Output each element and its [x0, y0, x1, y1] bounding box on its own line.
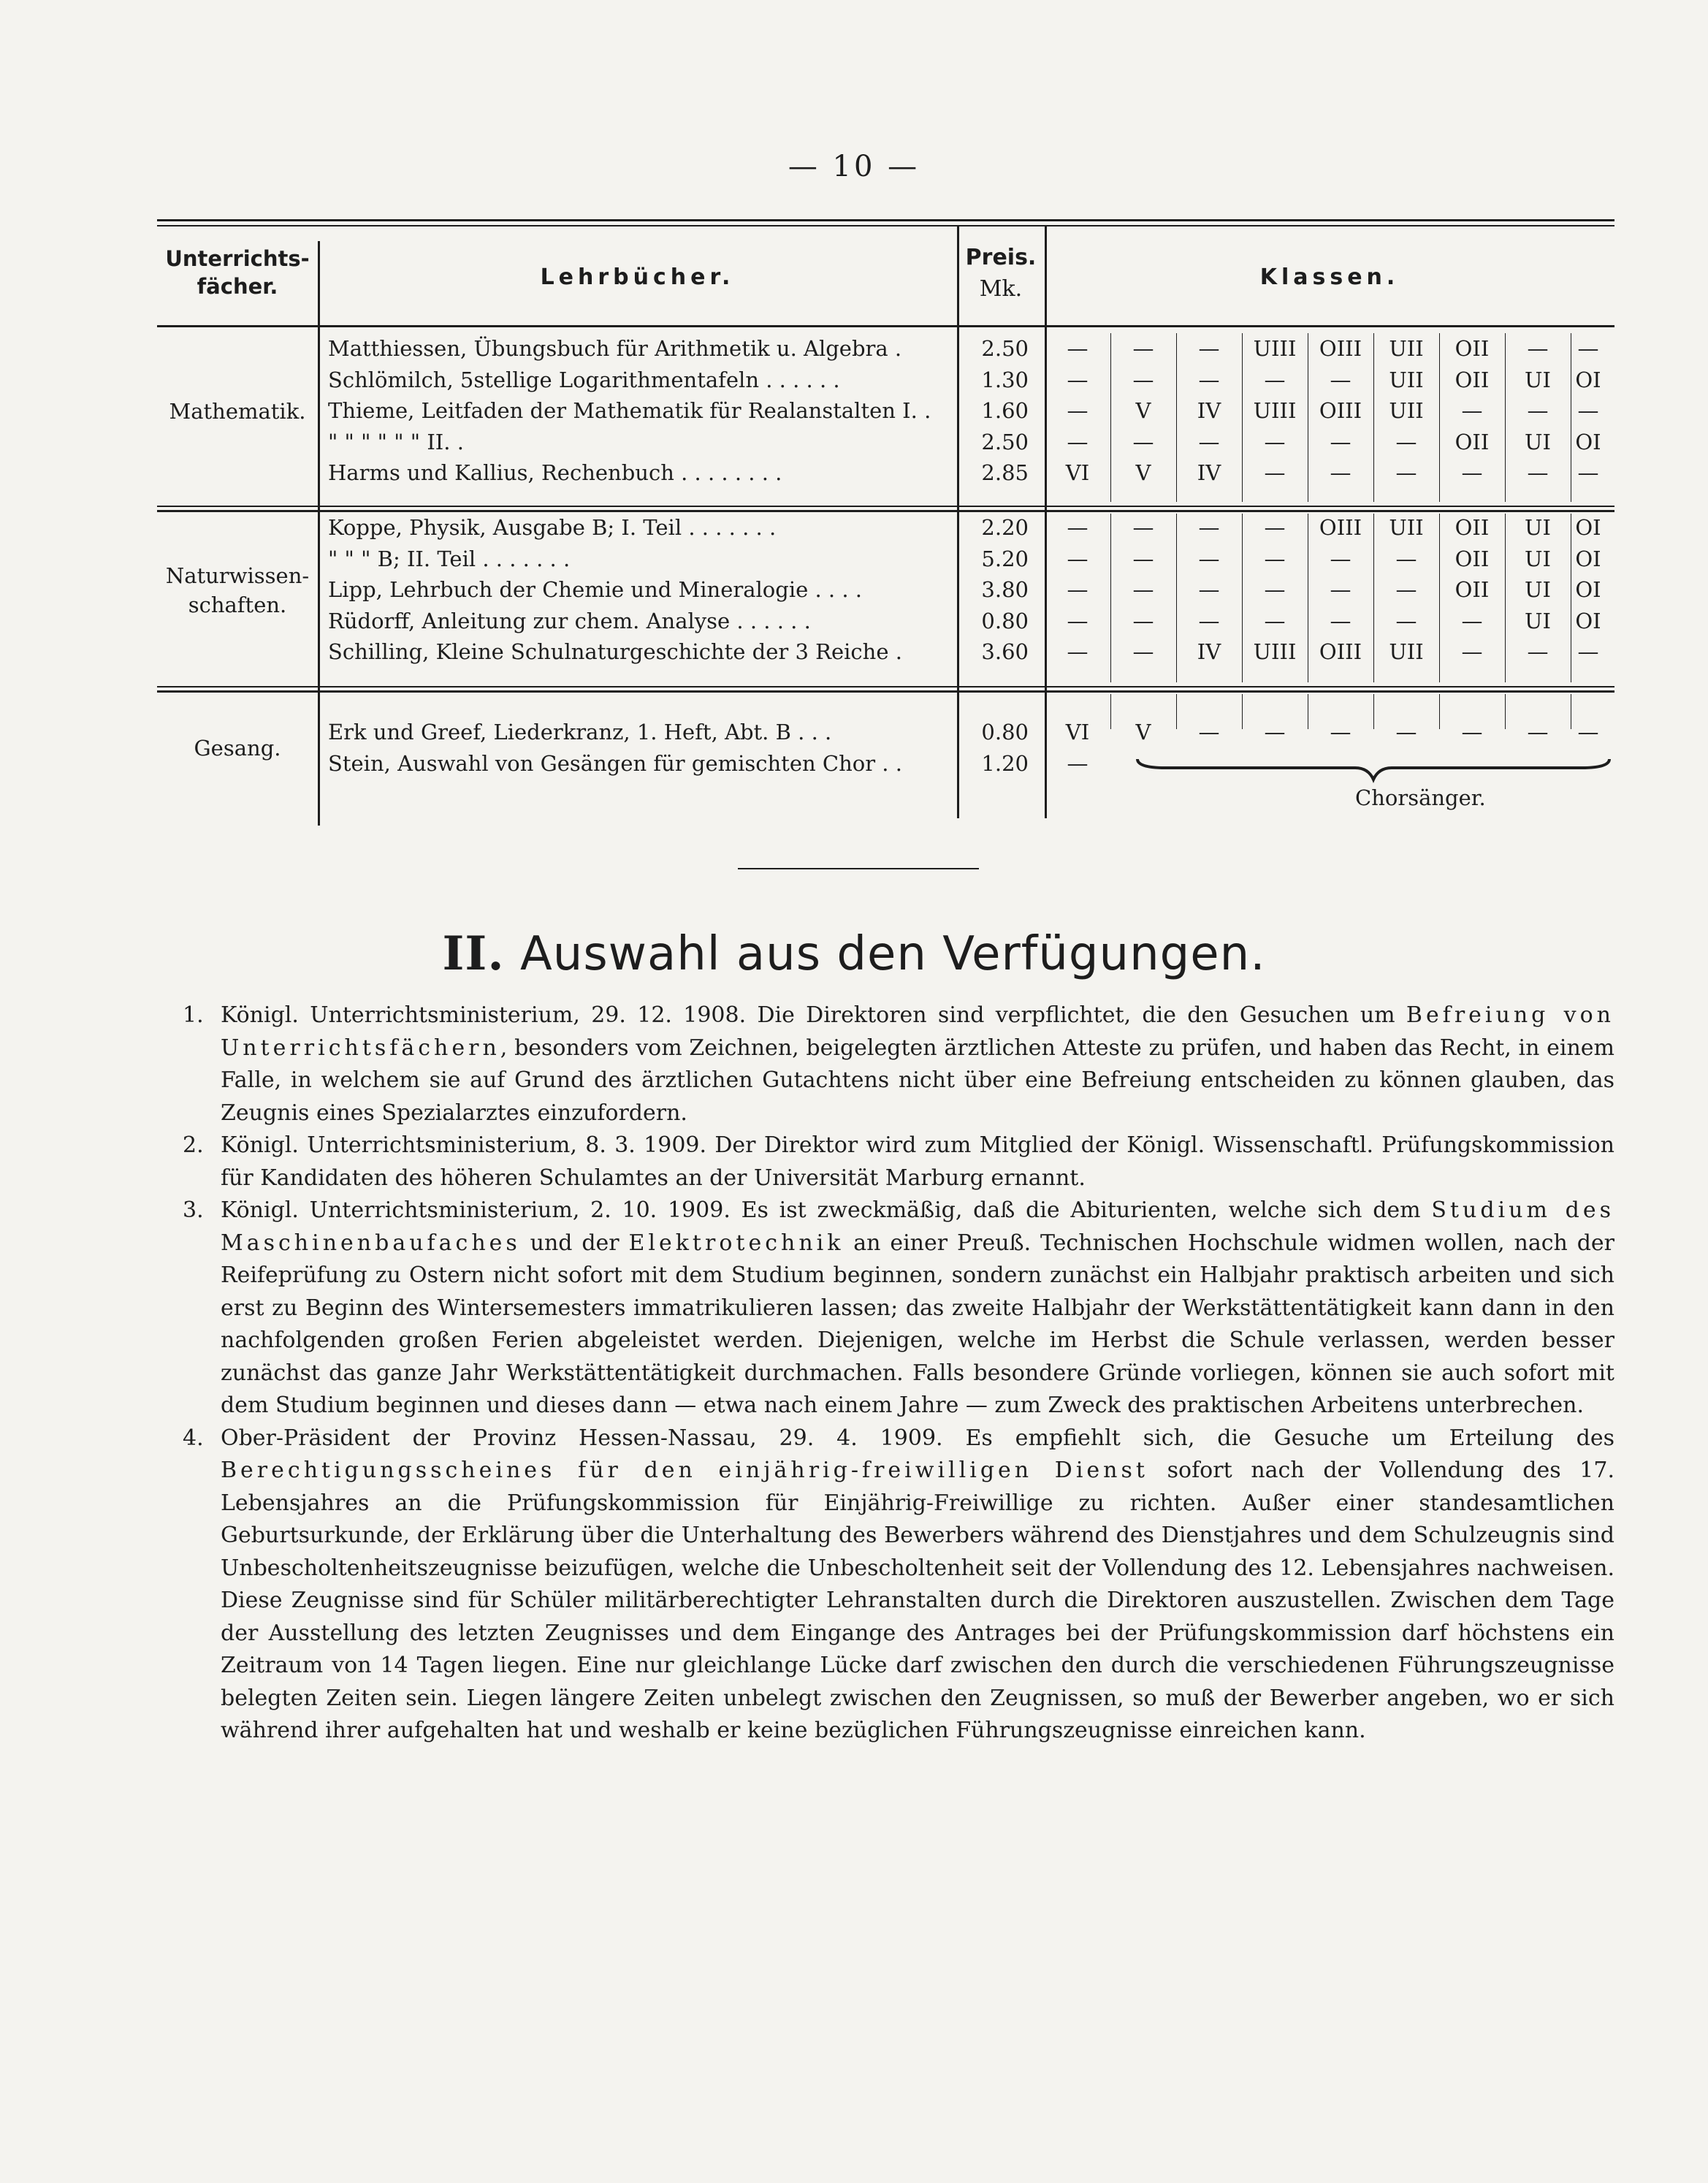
- class-cell: UII: [1389, 367, 1424, 392]
- class-cell: IV: [1197, 460, 1221, 486]
- book-title: Thieme, Leitfaden der Mathematik für Realanstalten I. .: [328, 398, 931, 424]
- book-price: 1.60: [981, 398, 1029, 424]
- vline-books: [957, 226, 959, 818]
- class-cell: —: [1067, 577, 1089, 603]
- book-price: 2.50: [981, 429, 1029, 454]
- class-cell: —: [1527, 398, 1549, 424]
- class-cell: UI: [1525, 429, 1551, 454]
- book-title: Rüdorff, Anleitung zur chem. Analyse . . . . . .: [328, 608, 811, 633]
- paragraph-number: 1.: [183, 1002, 204, 1028]
- class-cell: —: [1198, 720, 1220, 744]
- ordinance-paragraph: [183, 1195, 1614, 1422]
- class-cell: —: [1132, 577, 1154, 603]
- textbook-table: [157, 219, 1614, 826]
- paragraph-text: sofort nach der Vollendung des 17. Lebensjahres an die Prüfungskommission für Einjährig-Freiwillige zu richten. Außer einer standesamtlichen Geburtsurkunde, der Erklärung über die Unterhaltung des Bewerbers während des Dienstjahres und dem Schulzeugnis sind Unbescholtenheitszeugnisse beizufügen, welche die Unbescholtenheit seit der Vollendung des 12. Lebensjahres nachweisen. Diese Zeugnisse sind für Schüler militärberechtigter Lehranstalten durch die Direktoren auszustellen. Zwischen dem Tage der Ausstellung des letzten Zeugnisses und dem Eingange des Antrages bei der Prüfungskommission darf höchstens ein Zeitraum von 14 Tagen liegen. Eine nur gleichlange Lücke darf zwischen den durch die verschiedenen Führungszeugnisse belegten Zeiten sein. Liegen längere Zeiten unbelegt zwischen den Zeugnissen, so muß der Bewerber angeben, wo er sich während ihrer aufgehalten hat und weshalb er keine bezüglichen Führungszeugnisse einreichen kann.: [221, 1458, 1614, 1743]
- subject-label: Mathematik.: [169, 398, 306, 424]
- class-cell: —: [1395, 546, 1417, 571]
- book-price: 2.20: [981, 515, 1029, 540]
- class-cell: —: [1198, 608, 1220, 633]
- class-cell: —: [1132, 336, 1154, 361]
- class-cell: —: [1132, 429, 1154, 454]
- class-column-divider: [1242, 333, 1243, 502]
- class-cell: —: [1527, 460, 1549, 486]
- group-separator-rule: [157, 690, 1614, 693]
- header-classes: Klassen.: [1259, 264, 1400, 290]
- class-column-divider: [1505, 694, 1506, 729]
- class-cell: —: [1067, 751, 1089, 776]
- book-price: 2.50: [981, 336, 1029, 361]
- class-cell: —: [1264, 720, 1286, 744]
- class-cell: —: [1330, 720, 1351, 744]
- header-subject: Unterrichts- fächer.: [165, 246, 310, 299]
- class-cell: —: [1067, 429, 1089, 454]
- ordinance-paragraph: [183, 1129, 1614, 1195]
- class-cell: —: [1132, 639, 1154, 665]
- header-price: Preis.: [965, 245, 1037, 270]
- book-title: Harms und Kallius, Rechenbuch . . . . . . . .: [328, 460, 782, 486]
- class-cell: —: [1198, 546, 1220, 571]
- class-cell: —: [1067, 546, 1089, 571]
- class-cell: —: [1577, 336, 1599, 361]
- chorsaenger-brace: [1136, 758, 1611, 787]
- class-cell: IV: [1197, 639, 1221, 665]
- class-cell: V: [1135, 398, 1151, 424]
- subject-label: Naturwissen- schaften.: [165, 563, 310, 617]
- class-cell: —: [1198, 429, 1220, 454]
- book-title: Matthiessen, Übungsbuch für Arithmetik u. Algebra .: [328, 336, 902, 361]
- class-cell: OII: [1455, 367, 1490, 392]
- class-cell: —: [1264, 546, 1286, 571]
- class-cell: —: [1264, 429, 1286, 454]
- class-cell: UII: [1389, 336, 1424, 361]
- class-cell: V: [1135, 720, 1151, 744]
- class-cell: —: [1330, 608, 1351, 633]
- book-price: 1.30: [981, 367, 1029, 392]
- class-cell: UII: [1389, 515, 1424, 540]
- class-column-divider: [1176, 694, 1177, 729]
- class-cell: —: [1067, 608, 1089, 633]
- book-title: Lipp, Lehrbuch der Chemie und Mineralogie . . . .: [328, 577, 863, 603]
- class-cell: OI: [1575, 546, 1601, 571]
- class-cell: —: [1264, 460, 1286, 486]
- book-title: Koppe, Physik, Ausgabe B; I. Teil . . . . . . .: [328, 515, 777, 540]
- group-separator-rule: [157, 506, 1614, 507]
- class-column-divider: [1505, 333, 1506, 502]
- paragraph-text: , besonders vom Zeichnen, beigelegten ärztlichen Atteste zu prüfen, und haben das Recht, in einem Falle, in welchem sie auf Grund des ärztlichen Gutachtens nicht über eine Befreiung entscheiden zu können glauben, das Zeugnis eines Spezialarztes einzufordern.: [221, 1035, 1614, 1126]
- class-cell: UI: [1525, 515, 1551, 540]
- class-cell: OII: [1455, 546, 1490, 571]
- class-cell: —: [1527, 639, 1549, 665]
- class-cell: —: [1198, 577, 1220, 603]
- class-cell: UI: [1525, 367, 1551, 392]
- class-cell: UI: [1525, 608, 1551, 633]
- class-cell: OIII: [1319, 639, 1362, 665]
- paragraph-text: Königl. Unterrichtsministerium, 2. 10. 1909. Es ist zweckmäßig, daß die Abiturienten, welche sich dem: [221, 1197, 1432, 1223]
- class-column-divider: [1176, 514, 1177, 682]
- class-cell: —: [1067, 336, 1089, 361]
- subject-label: Gesang.: [194, 736, 281, 761]
- class-column-divider: [1373, 694, 1374, 729]
- class-column-divider: [1242, 694, 1243, 729]
- table-end-rule: [738, 868, 979, 869]
- class-cell: OIII: [1319, 398, 1362, 424]
- class-cell: —: [1395, 720, 1417, 744]
- emphasized-text: Berechtigungsscheines für den einjährig-freiwilligen Dienst: [221, 1458, 1148, 1483]
- class-cell: —: [1395, 577, 1417, 603]
- class-cell: —: [1132, 515, 1154, 540]
- class-cell: —: [1132, 608, 1154, 633]
- class-cell: —: [1264, 608, 1286, 633]
- paragraph-text: Königl. Unterrichtsministerium, 8. 3. 1909. Der Direktor wird zum Mitglied der Königl. Wissenschaftl. Prüfungskommission für Kandidaten des höheren Schulamtes an der Universität Marburg ernannt.: [221, 1132, 1614, 1191]
- class-cell: —: [1264, 515, 1286, 540]
- page-number: — 10 —: [788, 150, 920, 183]
- class-cell: OII: [1455, 429, 1490, 454]
- class-cell: OI: [1575, 367, 1601, 392]
- class-cell: OIII: [1319, 336, 1362, 361]
- book-price: 3.80: [981, 577, 1029, 603]
- class-cell: —: [1067, 639, 1089, 665]
- ordinance-paragraph: [183, 1422, 1614, 1748]
- class-cell: OI: [1575, 577, 1601, 603]
- class-column-divider: [1110, 694, 1111, 729]
- paragraph-number: 3.: [183, 1197, 204, 1223]
- section-numeral: II.: [442, 926, 505, 981]
- brace-label: Chorsänger.: [1355, 785, 1486, 810]
- book-title: Schilling, Kleine Schulnaturgeschichte der 3 Reiche .: [328, 639, 902, 665]
- class-cell: —: [1577, 460, 1599, 486]
- class-cell: —: [1264, 367, 1286, 392]
- class-cell: —: [1067, 515, 1089, 540]
- book-price: 5.20: [981, 546, 1029, 571]
- emphasized-text: Elektrotechnik: [628, 1230, 845, 1256]
- class-cell: —: [1577, 398, 1599, 424]
- class-column-divider: [1439, 333, 1440, 502]
- class-cell: OI: [1575, 515, 1601, 540]
- class-cell: —: [1264, 577, 1286, 603]
- class-cell: —: [1330, 546, 1351, 571]
- book-price: 3.60: [981, 639, 1029, 665]
- class-cell: —: [1527, 336, 1549, 361]
- class-cell: —: [1461, 720, 1483, 744]
- class-cell: —: [1395, 608, 1417, 633]
- class-cell: —: [1395, 429, 1417, 454]
- book-price: 0.80: [981, 608, 1029, 633]
- class-cell: OI: [1575, 429, 1601, 454]
- book-title: Stein, Auswahl von Gesängen für gemischten Chor . .: [328, 751, 902, 776]
- class-cell: OI: [1575, 608, 1601, 633]
- table-top-rule: [157, 219, 1614, 221]
- class-column-divider: [1110, 333, 1111, 502]
- class-cell: OII: [1455, 336, 1490, 361]
- vline-subject: [318, 241, 320, 826]
- book-price: 2.85: [981, 460, 1029, 486]
- section-body: [183, 999, 1614, 1748]
- class-cell: OIII: [1319, 515, 1362, 540]
- class-cell: UII: [1389, 398, 1424, 424]
- paragraph-text: Ober-Präsident der Provinz Hessen-Nassau, 29. 4. 1909. Es empfiehlt sich, die Gesuche um Erteilung des: [221, 1425, 1614, 1451]
- table-top-rule-2: [157, 225, 1614, 226]
- class-cell: —: [1330, 460, 1351, 486]
- emphasized-text: Befreiung von Unterrichtsfächern: [221, 1002, 1615, 1061]
- class-cell: —: [1067, 367, 1089, 392]
- class-cell: V: [1135, 460, 1151, 486]
- class-cell: VI: [1065, 720, 1090, 744]
- class-cell: —: [1330, 367, 1351, 392]
- class-cell: —: [1198, 515, 1220, 540]
- paragraph-text: und der: [520, 1230, 629, 1256]
- class-cell: IV: [1197, 398, 1221, 424]
- class-column-divider: [1176, 333, 1177, 502]
- class-cell: —: [1527, 720, 1549, 744]
- table-header-rule: [157, 325, 1614, 327]
- paragraph-number: 2.: [183, 1132, 204, 1158]
- class-cell: UIII: [1253, 398, 1297, 424]
- emphasized-text: Studium des Maschinenbaufaches: [221, 1197, 1615, 1256]
- class-column-divider: [1242, 514, 1243, 682]
- class-cell: —: [1198, 367, 1220, 392]
- class-cell: VI: [1065, 460, 1090, 486]
- book-title: " " " B; II. Teil . . . . . . .: [328, 546, 571, 571]
- group-separator-rule: [157, 510, 1614, 512]
- section-heading: [0, 926, 1708, 981]
- class-column-divider: [1439, 514, 1440, 682]
- class-cell: —: [1461, 608, 1483, 633]
- class-column-divider: [1373, 514, 1374, 682]
- paragraph-number: 4.: [183, 1425, 204, 1451]
- class-cell: —: [1461, 460, 1483, 486]
- class-column-divider: [1439, 694, 1440, 729]
- ordinance-paragraph: [183, 999, 1614, 1129]
- class-cell: UIII: [1253, 336, 1297, 361]
- book-price: 1.20: [981, 751, 1029, 776]
- class-column-divider: [1373, 333, 1374, 502]
- class-cell: —: [1461, 639, 1483, 665]
- class-cell: OII: [1455, 515, 1490, 540]
- class-cell: UIII: [1253, 639, 1297, 665]
- header-books: Lehrbücher.: [540, 264, 735, 290]
- header-price-unit: Mk.: [979, 276, 1023, 302]
- class-cell: OII: [1455, 577, 1490, 603]
- class-cell: —: [1577, 720, 1599, 744]
- class-cell: UII: [1389, 639, 1424, 665]
- class-column-divider: [1110, 514, 1111, 682]
- book-title: Schlömilch, 5stellige Logarithmentafeln . . . . . .: [328, 367, 840, 392]
- class-cell: —: [1198, 336, 1220, 361]
- class-cell: —: [1461, 398, 1483, 424]
- section-title-text: Auswahl aus den Verfügungen.: [519, 927, 1266, 981]
- class-cell: —: [1067, 398, 1089, 424]
- class-cell: UI: [1525, 577, 1551, 603]
- class-cell: —: [1132, 546, 1154, 571]
- class-cell: —: [1330, 577, 1351, 603]
- book-title: " " " " " " II. .: [328, 429, 464, 454]
- class-column-divider: [1505, 514, 1506, 682]
- book-price: 0.80: [981, 720, 1029, 744]
- group-separator-rule: [157, 686, 1614, 687]
- class-cell: —: [1577, 639, 1599, 665]
- class-cell: —: [1330, 429, 1351, 454]
- class-cell: —: [1132, 367, 1154, 392]
- book-title: Erk und Greef, Liederkranz, 1. Heft, Abt. B . . .: [328, 720, 832, 744]
- class-cell: UI: [1525, 546, 1551, 571]
- paragraph-text: Königl. Unterrichtsministerium, 29. 12. 1908. Die Direktoren sind verpflichtet, die den Gesuchen um: [221, 1002, 1406, 1028]
- class-cell: —: [1395, 460, 1417, 486]
- paragraph-text: an einer Preuß. Technischen Hochschule widmen wollen, nach der Reifeprüfung zu Ostern nicht sofort mit dem Studium beginnen, sondern zunächst ein Halbjahr praktisch arbeiten und sich erst zu Beginn des Wintersemesters immatrikulieren lassen; das zweite Halbjahr der Werkstättentätigkeit kann dann in den nachfolgenden großen Ferien abgeleistet werden. Diejenigen, welche im Herbst die Schule verlassen, werden besser zunächst das ganze Jahr Werkstättentätigkeit durchmachen. Falls besondere Gründe vorliegen, können sie auch sofort mit dem Studium beginnen und dieses dann — etwa nach einem Jahre — zum Zweck des praktischen Arbeitens unterbrechen.: [221, 1230, 1614, 1418]
